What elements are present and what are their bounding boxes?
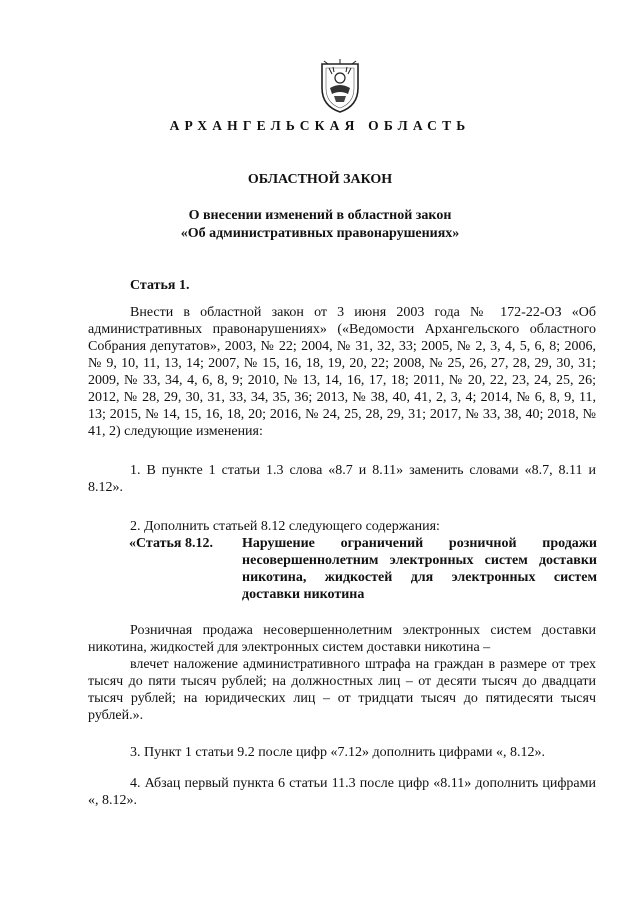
item-2-paragraph: 2. Дополнить статьей 8.12 следующего содержания: xyxy=(130,519,440,534)
item-4-paragraph: 4. Абзац первый пункта 6 статьи 11.3 после цифр «8.11» дополнить цифрами «, 8.12». xyxy=(88,776,596,808)
item-3-paragraph: 3. Пункт 1 статьи 9.2 после цифр «7.12» дополнить цифрами «, 8.12». xyxy=(130,745,546,760)
article-intro-paragraph: Внести в областной закон от 3 июня 2003 года № 172-22-ОЗ «Об административных правонарушениях» («Ведомости Архангельского областного Собрания депутатов», 2003, № 22; 2004, № 31, 32, 33; 2005, № 2, 3, 4, 5, 6, 8; 2006, № 9, 10, 11, 13, 14; 2007, № 15, 16, 18, 19, 20, 22; 2008, № 25, 26, 27, 28, 29, 30, 31; 2009, № 33, 34, 4, 6, 8, 9; 2010, № 13, 14, 16, 17, 18; 2011, № 20, 22, 23, 24, 25, 26; 2012, № 28, 29, 30, 31, 33, 34, 35, 36; 2013, № 38, 40, 41, 2, 3, 4; 2014, № 6, 8, 9, 11, 13; 2015, № 14, 15, 16, 18, 20; 2016, № 24, 25, 28, 29, 31; 2017, № 33, 38, 40; 2018, № 41, 2) следующие изменения: xyxy=(88,305,596,439)
item-1-paragraph: 1. В пункте 1 статьи 1.3 слова «8.7 и 8.11» заменить словами «8.7, 8.11 и 8.12». xyxy=(88,463,596,495)
new-article-title: Нарушение ограничений розничной продажи несовершеннолетним электронных систем доставки никотина, жидкостей для электронных систем доставки никотина xyxy=(242,536,597,602)
region-name: АРХАНГЕЛЬСКАЯ ОБЛАСТЬ xyxy=(169,118,471,133)
coat-of-arms-icon xyxy=(316,58,364,114)
new-article-label: «Статья 8.12. xyxy=(129,536,213,551)
new-article-disposition: Розничная продажа несовершеннолетним электронных систем доставки никотина, жидкостей для электронных систем доставки никотина – xyxy=(88,623,596,655)
document-title-line-2: «Об административных правонарушениях» xyxy=(180,226,460,241)
document-title-line-1: О внесении изменений в областной закон xyxy=(188,208,452,223)
document-title xyxy=(0,207,640,243)
document-type: ОБЛАСТНОЙ ЗАКОН xyxy=(247,172,393,187)
article-heading: Статья 1. xyxy=(130,278,190,293)
new-article-sanction: влечет наложение административного штрафа на граждан в размере от трех тысяч до пяти тысяч рублей; на должностных лиц – от десяти тысяч до двадцати тысяч рублей; на юридических лиц – от тридцати тысяч до пятидесяти тысяч рублей.». xyxy=(88,657,596,723)
